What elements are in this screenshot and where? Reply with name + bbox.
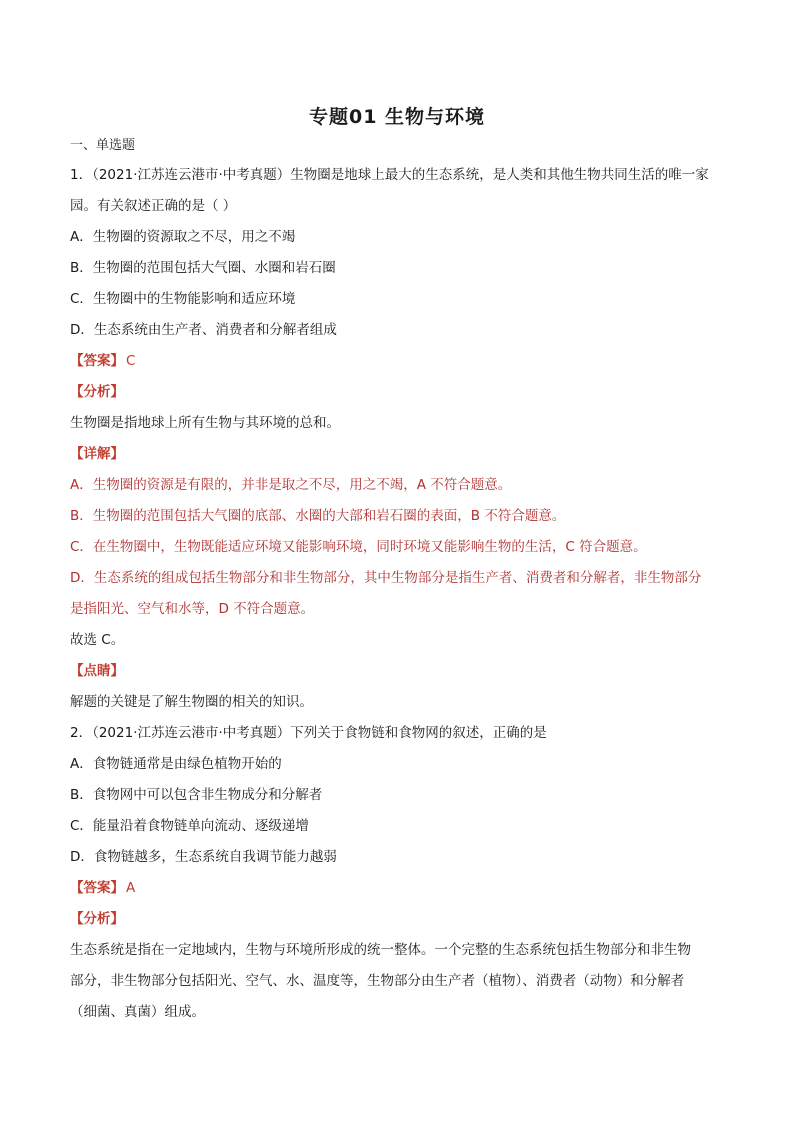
q2-analysis-heading: 【分析】 bbox=[70, 911, 124, 927]
remark-label: 点睛 bbox=[83, 663, 111, 679]
q2-option-c: C．能量沿着食物链单向流动、逐级递增 bbox=[70, 818, 309, 834]
q2-stem: 2．（2021·江苏连云港市·中考真题）下列关于食物链和食物网的叙述，正确的是 bbox=[70, 725, 547, 741]
q1-detail-heading: 【详解】 bbox=[70, 446, 124, 462]
q1-conclusion: 故选 C。 bbox=[70, 632, 125, 648]
q1-answer: 【答案】 C bbox=[70, 353, 136, 369]
q1-remark-text: 解题的关键是了解生物圈的相关的知识。 bbox=[70, 694, 313, 710]
q2-analysis-line3: （细菌、真菌）组成。 bbox=[70, 1004, 205, 1020]
analysis-label: 分析 bbox=[83, 911, 111, 927]
detail-label: 详解 bbox=[83, 446, 111, 462]
q1-remark-heading: 【点睛】 bbox=[70, 663, 124, 679]
analysis-label: 分析 bbox=[83, 384, 111, 400]
q1-stem-line2: 园。有关叙述正确的是（ ） bbox=[70, 198, 237, 214]
question-1 bbox=[70, 160, 724, 718]
q1-detail-c: C．在生物圈中，生物既能适应环境又能影响环境，同时环境又能影响生物的生活，C 符合题意。 bbox=[70, 539, 647, 555]
q2-analysis-line1: 生态系统是指在一定地域内，生物与环境所形成的统一整体。一个完整的生态系统包括生物部分和非生物 bbox=[70, 942, 691, 958]
q1-option-c: C．生物圈中的生物能影响和适应环境 bbox=[70, 291, 296, 307]
q1-detail-b: B．生物圈的范围包括大气圈的底部、水圈的大部和岩石圈的表面，B 不符合题意。 bbox=[70, 508, 566, 524]
q2-analysis-line2: 部分，非生物部分包括阳光、空气、水、温度等，生物部分由生产者（植物）、消费者（动物）和分解者 bbox=[70, 973, 685, 989]
answer-label: 答案 bbox=[83, 880, 111, 896]
section-heading: 一、单选题 bbox=[70, 138, 136, 153]
answer-value: A bbox=[126, 880, 136, 896]
q1-analysis-heading: 【分析】 bbox=[70, 384, 124, 400]
q1-stem-line1: 1．（2021·江苏连云港市·中考真题）生物圈是地球上最大的生态系统，是人类和其他生物共同生活的唯一家 bbox=[70, 167, 709, 183]
q1-option-a: A．生物圈的资源取之不尽，用之不竭 bbox=[70, 229, 296, 245]
q1-analysis-text: 生物圈是指地球上所有生物与其环境的总和。 bbox=[70, 415, 340, 431]
answer-label: 答案 bbox=[83, 353, 111, 369]
answer-value: C bbox=[126, 353, 136, 369]
q2-option-a: A．食物链通常是由绿色植物开始的 bbox=[70, 756, 282, 772]
page-title: 专题01 生物与环境 bbox=[308, 106, 486, 128]
q1-detail-d-line2: 是指阳光、空气和水等，D 不符合题意。 bbox=[70, 601, 315, 617]
question-2 bbox=[70, 718, 724, 1028]
q1-option-b: B．生物圈的范围包括大气圈、水圈和岩石圈 bbox=[70, 260, 336, 276]
q1-option-d: D．生态系统由生产者、消费者和分解者组成 bbox=[70, 322, 337, 338]
q1-detail-d-line1: D．生态系统的组成包括生物部分和非生物部分，其中生物部分是指生产者、消费者和分解者，非生物部分 bbox=[70, 570, 702, 586]
q2-answer: 【答案】 A bbox=[70, 880, 136, 896]
q2-option-d: D．食物链越多，生态系统自我调节能力越弱 bbox=[70, 849, 337, 865]
q2-option-b: B．食物网中可以包含非生物成分和分解者 bbox=[70, 787, 323, 803]
q1-detail-a: A．生物圈的资源是有限的，并非是取之不尽，用之不竭，A 不符合题意。 bbox=[70, 477, 512, 493]
